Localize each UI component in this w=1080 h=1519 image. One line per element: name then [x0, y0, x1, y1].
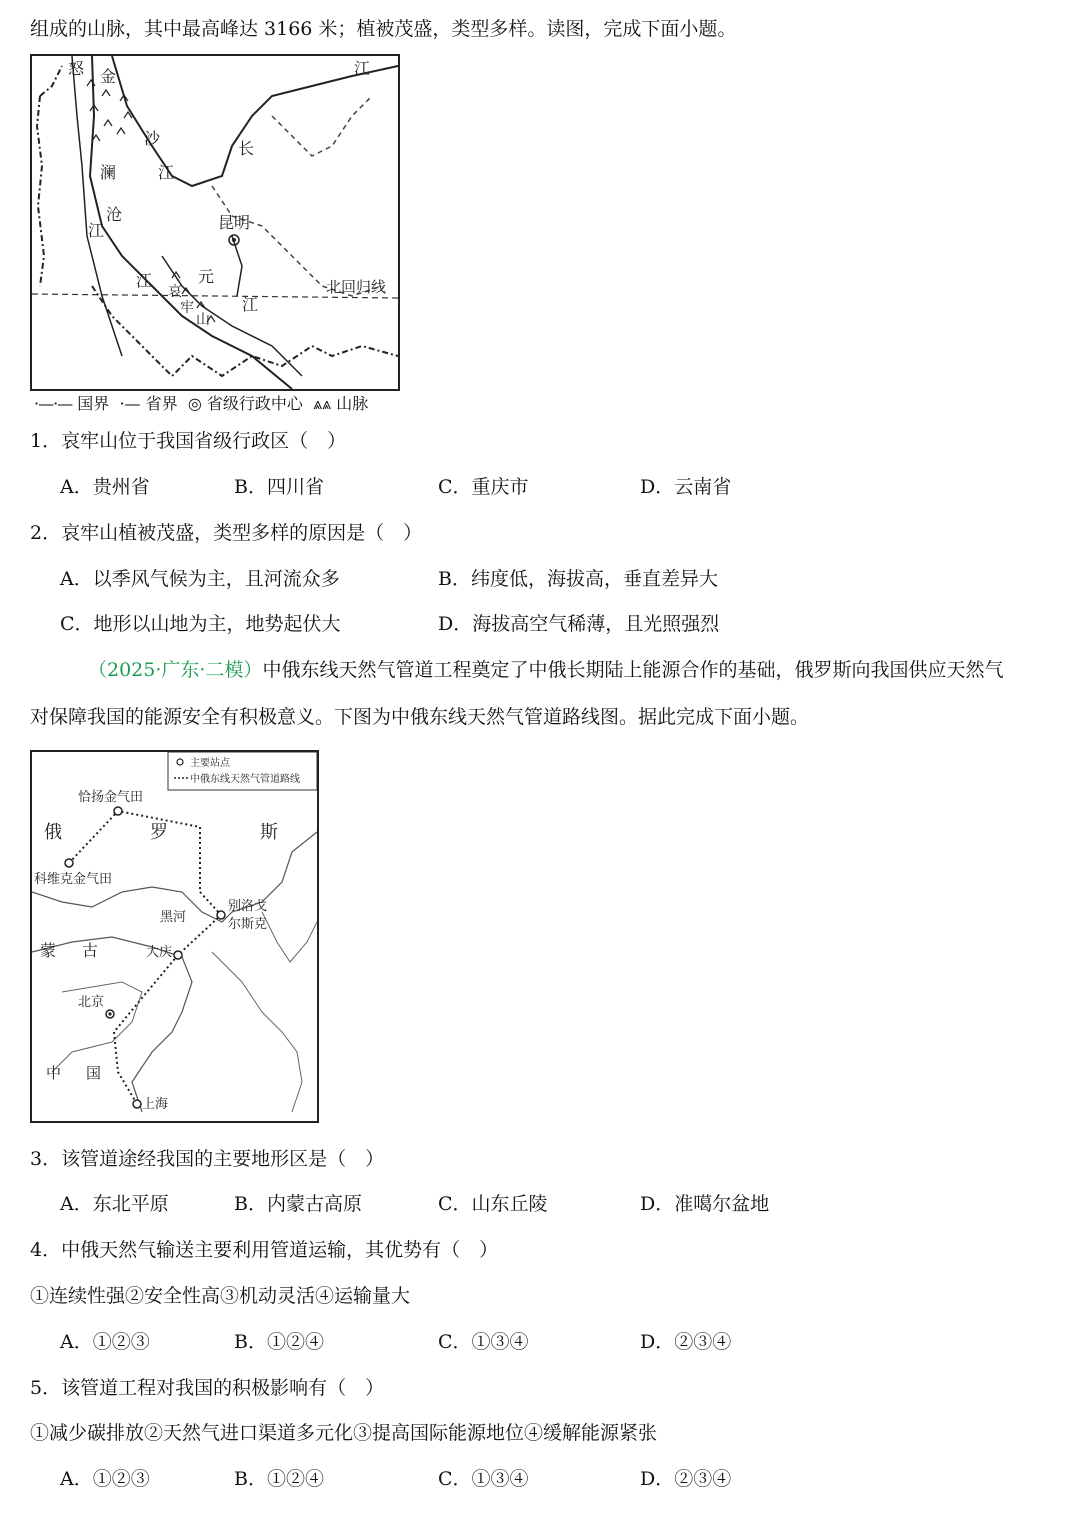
label-e: 俄	[44, 822, 62, 843]
q2-stem: 2．哀牢山植被茂盛，类型多样的原因是（ ）	[30, 522, 423, 544]
label-jiang-b: 江	[88, 221, 105, 240]
yunnan-map	[30, 54, 400, 391]
q3-option-a[interactable]: A．东北平原	[60, 1193, 169, 1215]
q1-stem: 1．哀牢山位于我国省级行政区（ ）	[30, 430, 347, 452]
station-chayanda	[114, 807, 122, 815]
q3-option-c[interactable]: C．山东丘陵	[438, 1193, 548, 1215]
label-kunming: 昆明	[218, 213, 251, 232]
label-lan: 澜	[100, 163, 117, 182]
station-shanghai	[133, 1100, 141, 1108]
label-lao: 牢	[180, 300, 194, 316]
legend-capital: 省级行政中心	[206, 394, 303, 413]
label-beijing: 北京	[78, 995, 105, 1010]
passage2-line2: 对保障我国的能源安全有积极意义。下图为中俄东线天然气管道路线图。据此完成下面小题。	[30, 706, 810, 728]
q4-option-b[interactable]: B．①②④	[234, 1331, 324, 1353]
intro-text: 组成的山脉，其中最高峰达 3166 米；植被茂盛，类型多样。读图，完成下面小题。	[30, 18, 737, 40]
yunnan-map-svg	[32, 56, 398, 389]
q4-stem: 4．中俄天然气输送主要利用管道运输，其优势有（ ）	[30, 1239, 499, 1261]
legend-mountain: 山脉	[336, 394, 369, 413]
q2-option-d[interactable]: D．海拔高空气稀薄，且光照强烈	[438, 613, 720, 635]
q1-option-d[interactable]: D．云南省	[640, 476, 732, 498]
label-chayanda: 恰扬金气田	[78, 790, 144, 805]
legend-country-border: 国界	[77, 394, 110, 413]
q4-option-d[interactable]: D．②③④	[640, 1331, 732, 1353]
label-nu: 怒	[68, 59, 85, 78]
q2-option-a[interactable]: A．以季风气候为主，且河流众多	[60, 568, 340, 590]
q5-option-c[interactable]: C．①③④	[438, 1468, 529, 1490]
q2-option-c[interactable]: C．地形以山地为主，地势起伏大	[60, 613, 341, 635]
label-daqing: 大庆	[146, 945, 173, 960]
q5-option-a[interactable]: A．①②③	[60, 1468, 150, 1490]
q1-option-c[interactable]: C．重庆市	[438, 476, 529, 498]
q1-option-b[interactable]: B．四川省	[234, 476, 324, 498]
mountain-icon: ⩓⩓	[313, 394, 332, 413]
label-luo: 罗	[150, 822, 168, 843]
q3-option-b[interactable]: B．内蒙古高原	[234, 1193, 362, 1215]
label-si: 斯	[260, 822, 278, 843]
q1-option-a[interactable]: A．贵州省	[60, 476, 150, 498]
q5-option-b[interactable]: B．①②④	[234, 1468, 324, 1490]
label-gu: 古	[82, 941, 99, 960]
label-zhong: 中	[46, 1064, 62, 1082]
legend-station: 主要站点	[190, 758, 230, 769]
pipeline-map-svg	[32, 752, 317, 1121]
label-cang: 沧	[106, 205, 123, 224]
map1-legend: ·—·— 国界 ·— 省界 ◎ 省级行政中心 ⩓⩓ 山脉	[34, 394, 369, 413]
q4-option-a[interactable]: A．①②③	[60, 1331, 150, 1353]
label-belogorsk-1: 别洛戈	[228, 899, 268, 914]
passage2-line1-text: 中俄东线天然气管道工程奠定了中俄长期陆上能源合作的基础，俄罗斯向我国供应天然气	[262, 659, 1004, 681]
label-ai: 哀	[168, 284, 182, 300]
label-heihe: 黑河	[160, 910, 187, 925]
label-shan: 山	[196, 312, 210, 328]
q4-items: ①连续性强②安全性高③机动灵活④运输量大	[30, 1285, 411, 1307]
label-kovykta: 科维克金气田	[34, 872, 113, 887]
station-heihe	[217, 911, 225, 919]
label-jiang-c: 江	[136, 271, 153, 290]
label-jiang-top: 江	[354, 59, 371, 78]
passage2-line1	[88, 657, 1003, 683]
label-tropic: 北回归线	[326, 278, 387, 296]
label-guo: 国	[86, 1064, 102, 1082]
q3-option-d[interactable]: D．准噶尔盆地	[640, 1193, 770, 1215]
pipeline-map	[30, 750, 319, 1123]
q5-items: ①减少碳排放②天然气进口渠道多元化③提高国际能源地位④缓解能源紧张	[30, 1422, 658, 1444]
q5-option-d[interactable]: D．②③④	[640, 1468, 732, 1490]
label-jin: 金	[100, 67, 117, 86]
station-kovykta	[65, 859, 73, 867]
q3-stem: 3．该管道途经我国的主要地形区是（ ）	[30, 1148, 385, 1170]
label-belogorsk-2: 尔斯克	[228, 917, 268, 932]
label-yuan: 元	[198, 267, 215, 286]
q5-stem: 5．该管道工程对我国的积极影响有（ ）	[30, 1377, 385, 1399]
label-sha: 沙	[144, 129, 161, 148]
label-shanghai: 上海	[142, 1097, 169, 1112]
label-jiang-a: 江	[158, 163, 175, 182]
capital-icon: ◎	[187, 394, 202, 413]
label-chang: 长	[238, 139, 255, 158]
legend-province-border: 省界	[145, 394, 178, 413]
legend-pipeline: 中俄东线天然气管道路线	[190, 774, 300, 785]
q2-option-b[interactable]: B．纬度低，海拔高，垂直差异大	[438, 568, 718, 590]
q4-option-c[interactable]: C．①③④	[438, 1331, 529, 1353]
passage2-source: （2025·广东·二模）	[88, 659, 263, 681]
station-daqing	[174, 951, 182, 959]
label-meng: 蒙	[40, 941, 57, 960]
label-jiang-d: 江	[242, 295, 259, 314]
